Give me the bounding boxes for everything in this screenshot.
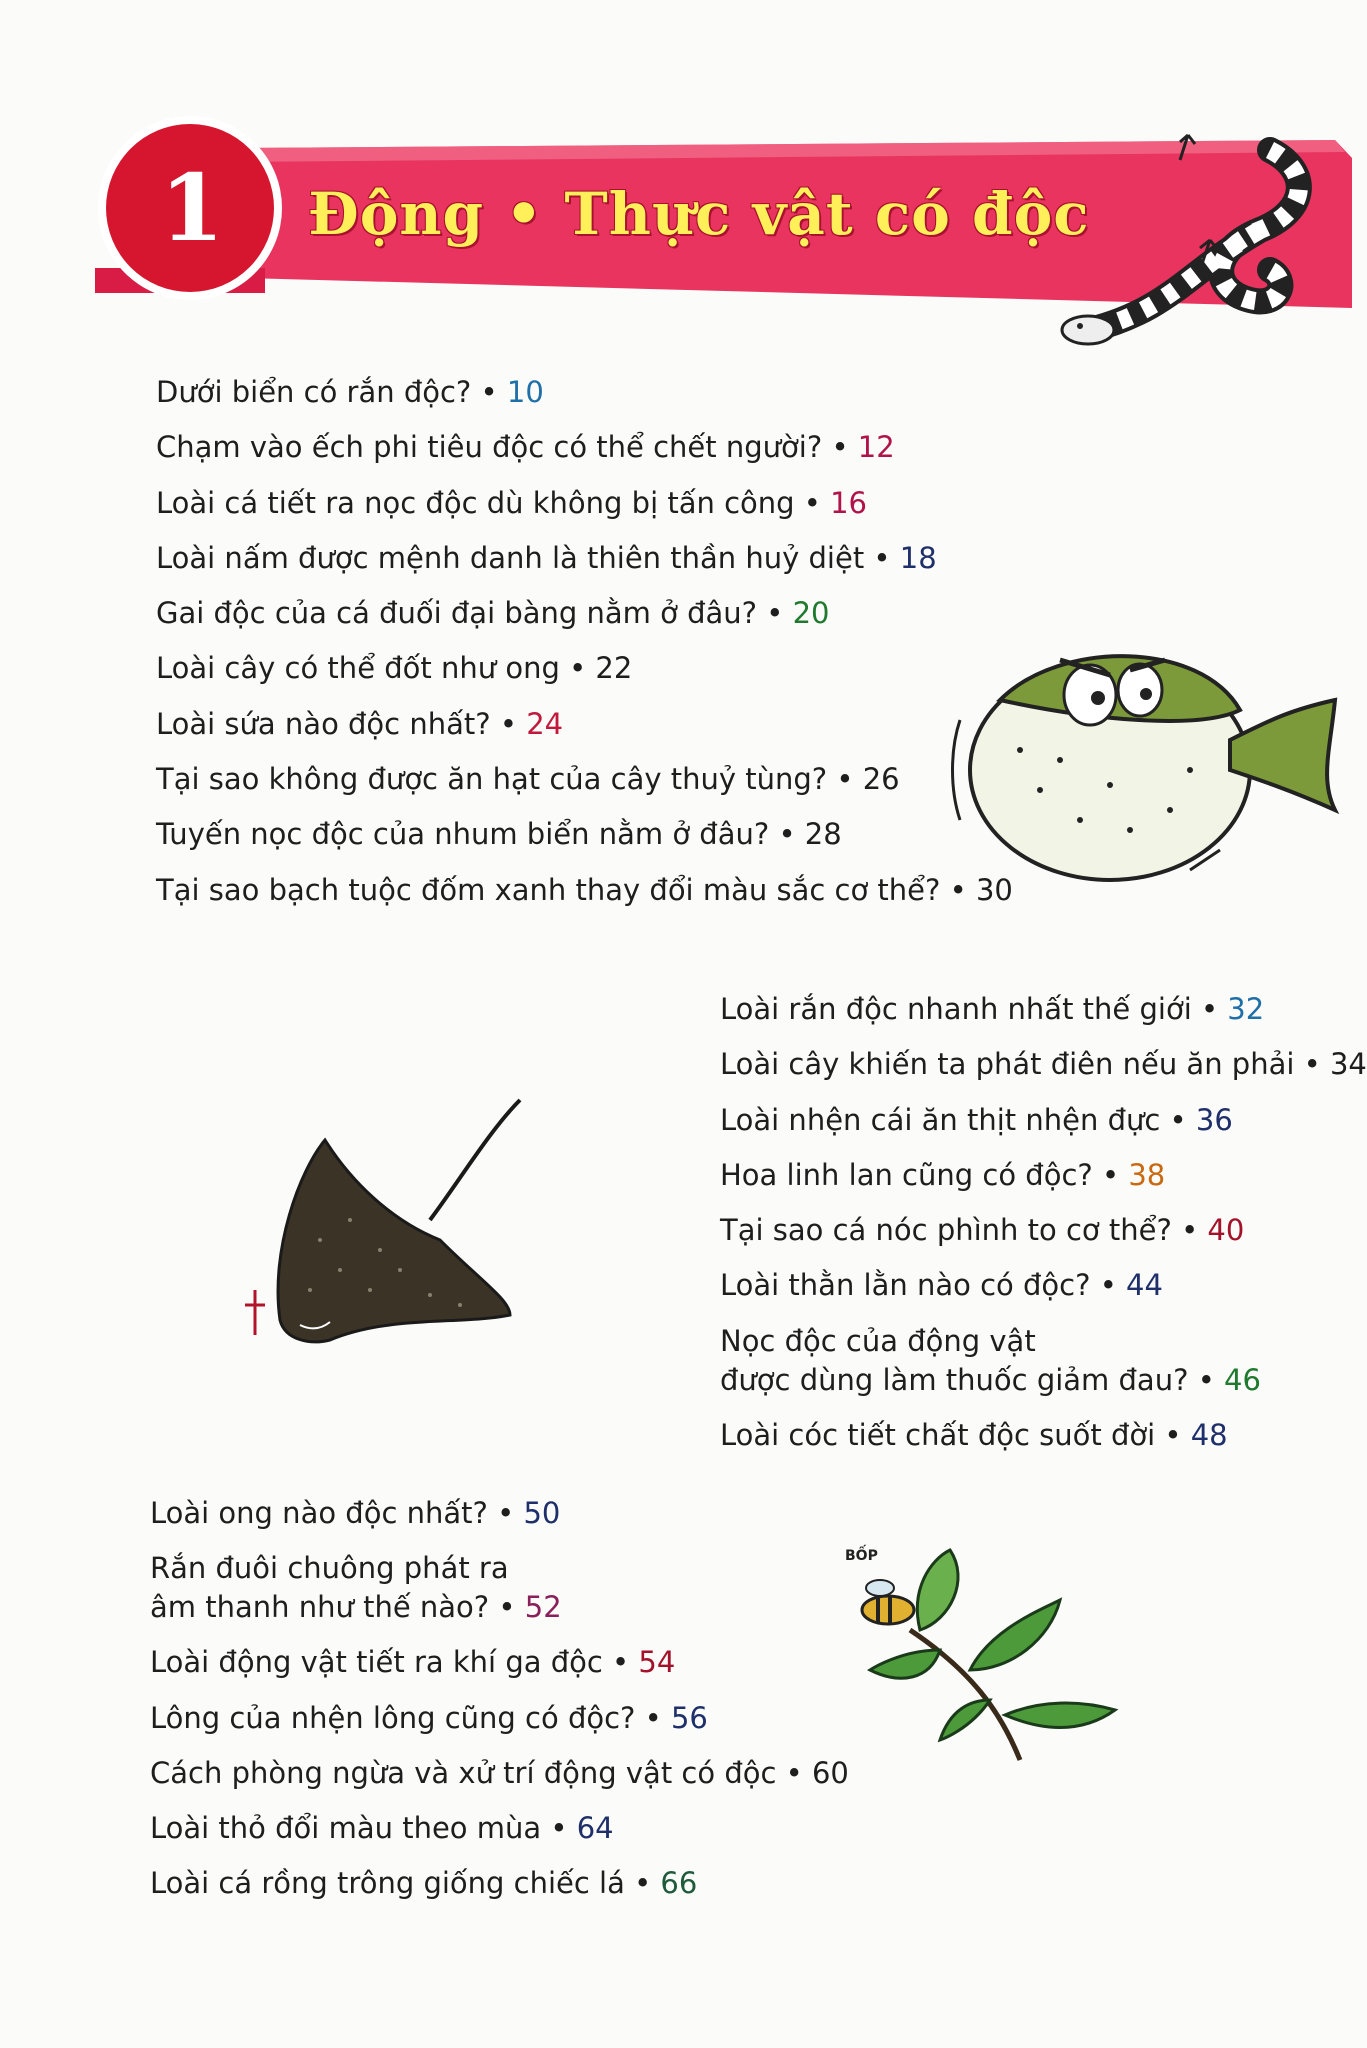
page-number: 28: [804, 817, 842, 852]
toc-item[interactable]: Loài thỏ đổi màu theo mùa • 64: [150, 1811, 614, 1846]
page-number: 66: [660, 1866, 698, 1901]
pufferfish-illustration: [940, 620, 1340, 900]
toc-item[interactable]: Tại sao không được ăn hạt của cây thuỷ tùng? • 26: [156, 762, 900, 797]
page-number: 22: [595, 651, 633, 686]
toc-section-1: [156, 365, 1013, 918]
page-number: 54: [638, 1645, 676, 1680]
page-number: 50: [523, 1496, 561, 1530]
page-number: 26: [862, 762, 900, 797]
page-number: 30: [975, 872, 1013, 907]
page-number: 60: [811, 1755, 849, 1790]
page-number: 34: [1329, 1047, 1367, 1082]
toc-item[interactable]: Loài nấm được mệnh danh là thiên thần huỷ diệt • 18: [156, 540, 937, 575]
bee-sound-text: BỐP: [845, 1548, 878, 1564]
toc-item[interactable]: Loài nhện cái ăn thịt nhện đực • 36: [720, 1102, 1233, 1137]
toc-item[interactable]: Loài cây khiến ta phát điên nếu ăn phải • 34: [720, 1047, 1367, 1082]
toc-item[interactable]: Cách phòng ngừa và xử trí động vật có độc • 60: [150, 1755, 849, 1790]
page-number: 64: [576, 1811, 614, 1846]
page-number: 32: [1227, 992, 1265, 1026]
toc-item[interactable]: Tại sao bạch tuộc đốm xanh thay đổi màu sắc cơ thể? • 30: [156, 872, 1013, 907]
sea-snake-illustration: [1060, 130, 1350, 350]
toc-section-2: [720, 982, 1367, 1463]
toc-item[interactable]: Loài động vật tiết ra khí ga độc • 54: [150, 1645, 676, 1680]
page-number: 36: [1195, 1102, 1233, 1137]
toc-section-3: [150, 1486, 849, 1912]
chapter-title: Động • Thực vật có độc: [308, 180, 1090, 248]
page-number: 44: [1126, 1268, 1163, 1303]
page-number: 38: [1128, 1157, 1166, 1192]
toc-item[interactable]: Loài cây có thể đốt như ong • 22: [156, 651, 633, 686]
toc-item[interactable]: Loài rắn độc nhanh nhất thế giới • 32: [720, 992, 1265, 1026]
toc-item[interactable]: Gai độc của cá đuối đại bàng nằm ở đâu? • 20: [156, 596, 830, 631]
toc-item[interactable]: Hoa linh lan cũng có độc? • 38: [720, 1157, 1166, 1192]
toc-item[interactable]: Lông của nhện lông cũng có độc? • 56: [150, 1700, 708, 1735]
toc-item[interactable]: Loài sứa nào độc nhất? • 24: [156, 706, 564, 741]
page-number: 24: [526, 706, 564, 741]
page-number: 52: [524, 1590, 562, 1625]
toc-item[interactable]: Loài ong nào độc nhất? • 50: [150, 1496, 561, 1530]
page-number: 12: [857, 430, 895, 465]
toc-item[interactable]: Rắn đuôi chuông phát ra âm thanh như thế nào? • 52: [150, 1551, 562, 1625]
toc-item[interactable]: Nọc độc của động vật được dùng làm thuốc giảm đau? • 46: [720, 1323, 1261, 1397]
page-number: 10: [506, 375, 544, 409]
page-number: 20: [792, 596, 830, 631]
toc-item[interactable]: Dưới biển có rắn độc? • 10: [156, 375, 544, 409]
page-number: 48: [1190, 1417, 1228, 1452]
toc-item[interactable]: Chạm vào ếch phi tiêu độc có thể chết người? • 12: [156, 430, 895, 465]
page-number: 56: [670, 1700, 708, 1735]
page-number: 16: [830, 485, 868, 520]
toc-item[interactable]: Loài cá rồng trông giống chiếc lá • 66: [150, 1866, 698, 1901]
page-number: 18: [899, 540, 937, 575]
bee-leaf-illustration: [840, 1530, 1140, 1770]
toc-item[interactable]: Loài cóc tiết chất độc suốt đời • 48: [720, 1417, 1228, 1452]
toc-item[interactable]: Loài thằn lằn nào có độc? • 44: [720, 1268, 1163, 1303]
eagle-ray-illustration: [240, 1090, 530, 1360]
page-number: 40: [1207, 1213, 1245, 1248]
toc-item[interactable]: Tại sao cá nóc phình to cơ thể? • 40: [720, 1213, 1245, 1248]
toc-item[interactable]: Loài cá tiết ra nọc độc dù không bị tấn công • 16: [156, 485, 868, 520]
toc-item[interactable]: Tuyến nọc độc của nhum biển nằm ở đâu? • 28: [156, 817, 842, 852]
page-number: 46: [1224, 1362, 1261, 1397]
chapter-number: 1: [159, 154, 224, 262]
